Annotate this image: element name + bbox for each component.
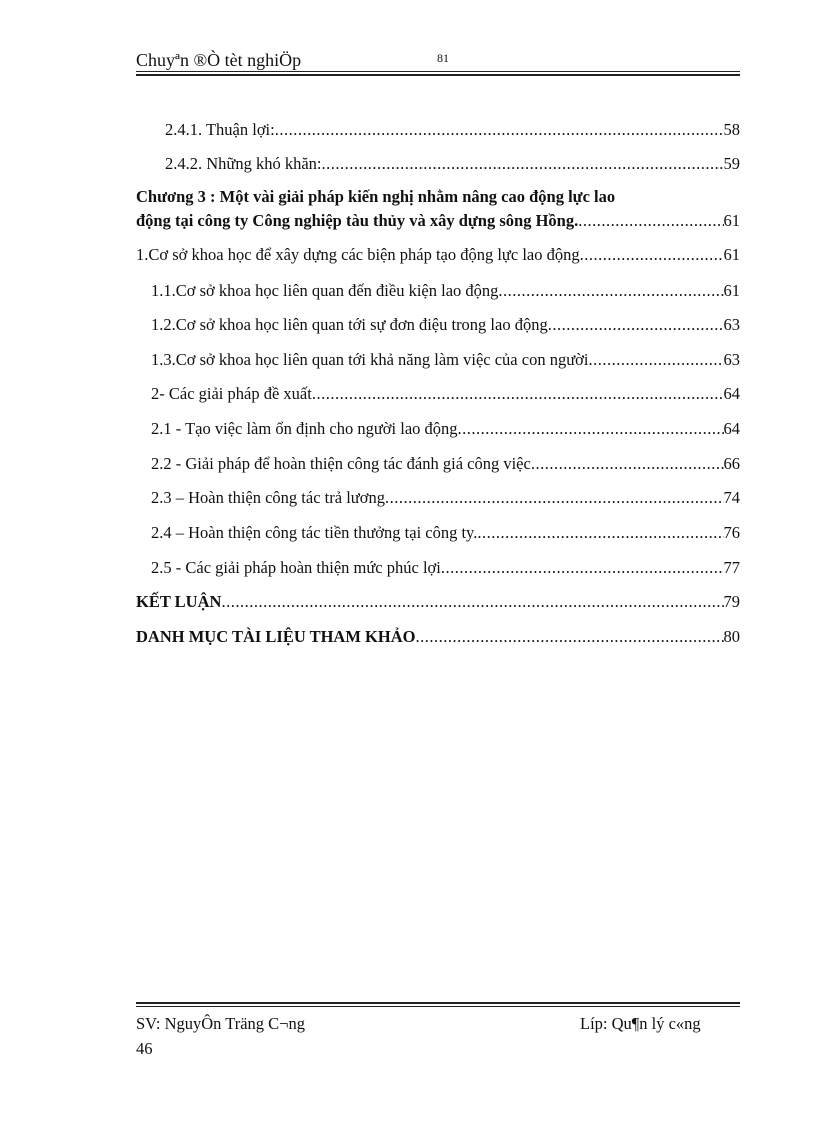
toc-entry-page: 77 (723, 558, 740, 577)
header-page-number: 81 (437, 51, 449, 65)
toc-entry-page: 80 (723, 627, 740, 646)
toc-entry-2 (151, 384, 740, 404)
toc-entry-1 (136, 245, 740, 265)
toc-entry-chapter-3 (136, 211, 740, 231)
toc-entry-page: 58 (723, 120, 740, 139)
toc-entry-page: 74 (723, 488, 740, 507)
toc-entry-page: 63 (723, 350, 740, 369)
toc-entry-text: 2.2 - Giải pháp để hoàn thiện công tác đánh giá công việc (151, 454, 531, 473)
toc-chapter-3-line1: Chương 3 : Một vài giải pháp kiến nghị nhằm nâng cao động lực lao (136, 187, 616, 206)
toc-entry-text: 1.Cơ sở khoa học để xây dựng các biện pháp tạo động lực lao động (136, 245, 580, 264)
toc-entry-ket-luan (136, 592, 740, 612)
toc-entry-1-2 (151, 315, 740, 335)
toc-entry-page: 79 (723, 592, 740, 611)
toc-entry-references (136, 627, 740, 647)
toc-leader-dots (458, 419, 724, 439)
toc-entry-page: 76 (723, 523, 740, 542)
toc-entry-text: 2- Các giải pháp đề xuất (151, 384, 312, 403)
footer-rule-top (136, 1002, 740, 1004)
toc-entry-text: DANH MỤC TÀI LIỆU THAM KHẢO (136, 627, 416, 646)
toc-leader-dots (548, 315, 724, 335)
toc-entry-text: 2.4.1. Thuận lợi: (165, 120, 275, 139)
toc-leader-dots (275, 120, 724, 140)
toc-entry-page: 61 (723, 211, 740, 230)
toc-entry-text: 1.2.Cơ sở khoa học liên quan tới sự đơn điệu trong lao động (151, 315, 548, 334)
header-rule-top (136, 71, 740, 72)
toc-leader-dots (580, 245, 724, 265)
footer-class: Líp: Qu¶n lý c«ng (580, 1014, 701, 1033)
toc-entry-page: 61 (723, 245, 740, 264)
toc-entry-1-1 (151, 281, 740, 301)
toc-entry-text: 2.4 – Hoàn thiện công tác tiền thưởng tại công ty. (151, 523, 478, 542)
toc-entry-text: 1.3.Cơ sở khoa học liên quan tới khả năng làm việc của con người (151, 350, 589, 369)
toc-entry-2-3 (151, 488, 740, 508)
toc-entry-page: 59 (723, 154, 740, 173)
toc-entry-page: 63 (723, 315, 740, 334)
toc-leader-dots (322, 154, 724, 174)
toc-entry-2-2 (151, 454, 740, 474)
footer-page-number: 46 (136, 1039, 153, 1058)
toc-leader-dots (221, 592, 723, 612)
toc-entry-2-4-2 (165, 154, 740, 174)
toc-leader-dots (415, 627, 723, 647)
toc-leader-dots (477, 523, 723, 543)
footer-rule-bottom (136, 1006, 740, 1007)
toc-entry-page: 64 (723, 384, 740, 403)
toc-entry-page: 64 (723, 419, 740, 438)
toc-entry-2-1 (151, 419, 740, 439)
toc-entry-text: động tại công ty Công nghiệp tàu thủy và xây dựng sông Hồng. (136, 211, 579, 230)
toc-leader-dots (312, 384, 724, 404)
toc-entry-text: 2.1 - Tạo việc làm ổn định cho người lao động (151, 419, 458, 438)
toc-leader-dots (441, 558, 724, 578)
toc-entry-text: KẾT LUẬN (136, 592, 222, 611)
toc-leader-dots (385, 488, 724, 508)
header-title: Chuyªn ®Ò tèt nghiÖp (136, 50, 302, 70)
toc-entry-text: 2.4.2. Những khó khăn: (165, 154, 322, 173)
toc-entry-1-3 (151, 350, 740, 370)
toc-entry-2-4 (151, 523, 740, 543)
toc-entry-2-5 (151, 558, 740, 578)
toc-entry-text: 1.1.Cơ sở khoa học liên quan đến điều kiện lao động (151, 281, 499, 300)
toc-leader-dots (578, 211, 723, 231)
toc-entry-text: 2.3 – Hoàn thiện công tác trả lương (151, 488, 385, 507)
toc-leader-dots (531, 454, 724, 474)
header-rule-bottom (136, 74, 740, 76)
toc-entry-page: 66 (723, 454, 740, 473)
toc-leader-dots (588, 350, 723, 370)
toc-entry-text: 2.5 - Các giải pháp hoàn thiện mức phúc lợi (151, 558, 441, 577)
toc-entry-2-4-1 (165, 120, 740, 140)
toc-entry-page: 61 (723, 281, 740, 300)
footer-student: SV: NguyÔn Träng C¬ng (136, 1014, 305, 1033)
toc-leader-dots (498, 281, 723, 301)
